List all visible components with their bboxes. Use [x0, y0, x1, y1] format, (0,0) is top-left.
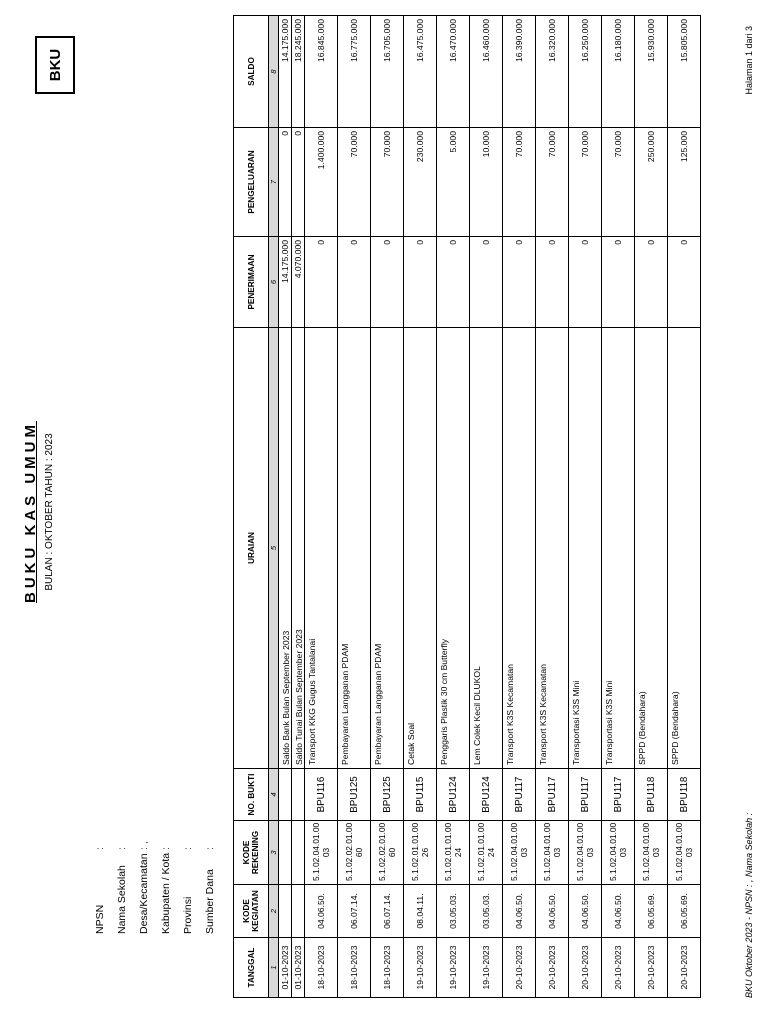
cell-no-bukti	[292, 769, 305, 821]
cell-pengeluaran: 70.000	[536, 128, 569, 237]
info-label: NPSN	[94, 904, 106, 934]
cell-kode-kegiatan	[292, 885, 305, 938]
cell-no-bukti: BPU124	[470, 769, 503, 821]
column-number: 5	[269, 328, 279, 769]
table-row	[602, 16, 635, 998]
cell-penerimaan: 0	[437, 237, 470, 328]
cell-uraian: Transport K3S Kecamatan	[503, 328, 536, 769]
bku-badge	[35, 36, 75, 94]
cell-tanggal: 20-10-2023	[569, 938, 602, 998]
cell-kode-kegiatan: 03.05.03.	[437, 885, 470, 938]
info-label: Desa/Kecamatan	[138, 853, 150, 934]
footer-document-info: BKU Oktober 2023 - NPSN : , Nama Sekolah :	[744, 812, 754, 998]
cell-kode-rekening	[338, 821, 371, 885]
cell-penerimaan: 0	[635, 237, 668, 328]
cell-no-bukti: BPU117	[602, 769, 635, 821]
cell-pengeluaran: 1.400.000	[305, 128, 338, 237]
column-number: 2	[269, 885, 279, 938]
cell-no-bukti: BPU116	[305, 769, 338, 821]
cell-saldo: 16.705.000	[371, 16, 404, 128]
info-label: Sumber Dana	[204, 869, 216, 934]
cell-saldo: 16.470.000	[437, 16, 470, 128]
kode-rekening-line: 5.1.02.04.01.00	[311, 822, 321, 881]
kode-rekening-line: 5.1.02.01.01.00	[476, 822, 486, 881]
cell-pengeluaran: 0	[279, 128, 292, 237]
cell-tanggal: 18-10-2023	[371, 938, 404, 998]
cell-pengeluaran: 70.000	[338, 128, 371, 237]
cell-kode-kegiatan: 06.05.69.	[635, 885, 668, 938]
info-row-provinsi	[182, 847, 194, 934]
kode-rekening-line: 5.1.02.02.01.00	[377, 822, 387, 881]
cell-tanggal: 20-10-2023	[635, 938, 668, 998]
header-uraian: URAIAN	[234, 328, 269, 769]
kode-rekening-line: 5.1.02.04.01.00	[674, 822, 684, 881]
cell-saldo: 14.175.000	[279, 16, 292, 128]
kode-rekening-line: 5.1.02.04.01.00	[575, 822, 585, 881]
cell-no-bukti: BPU117	[503, 769, 536, 821]
cell-tanggal: 18-10-2023	[338, 938, 371, 998]
cell-kode-rekening	[371, 821, 404, 885]
kode-rekening-line: 03	[651, 847, 661, 858]
cell-pengeluaran: 5.000	[437, 128, 470, 237]
bku-table	[233, 15, 701, 998]
cell-no-bukti: BPU125	[371, 769, 404, 821]
kode-rekening-line: 03	[585, 847, 595, 858]
table-body	[279, 16, 701, 998]
table-header-row	[234, 16, 269, 998]
info-label: Kabupaten / Kota	[160, 852, 172, 934]
cell-uraian: Transport KKG Gugus Tantalanai	[305, 328, 338, 769]
cell-no-bukti: BPU115	[404, 769, 437, 821]
cell-tanggal: 20-10-2023	[602, 938, 635, 998]
kode-rekening-line: 60	[387, 847, 397, 858]
info-label: Nama Sekolah	[116, 865, 128, 934]
cell-pengeluaran: 125.000	[668, 128, 701, 237]
info-label: Provinsi	[182, 896, 194, 934]
column-number: 1	[269, 938, 279, 998]
kode-rekening-line: 5.1.02.02.01.00	[344, 822, 354, 881]
cell-penerimaan: 0	[470, 237, 503, 328]
cell-kode-kegiatan: 04.06.50.	[305, 885, 338, 938]
cell-kode-rekening	[569, 821, 602, 885]
kode-rekening-line: 5.1.02.04.01.00	[509, 822, 519, 881]
cell-kode-rekening	[536, 821, 569, 885]
cell-kode-rekening	[437, 821, 470, 885]
cell-tanggal: 19-10-2023	[437, 938, 470, 998]
cell-pengeluaran: 70.000	[602, 128, 635, 237]
cell-uraian: Saldo Tunai Bulan September 2023	[292, 328, 305, 769]
cell-uraian: Cetak Soal	[404, 328, 437, 769]
cell-penerimaan: 0	[404, 237, 437, 328]
info-row-desa-kecamatan	[138, 841, 150, 934]
kode-rekening-line: 24	[486, 847, 496, 858]
table-row	[437, 16, 470, 998]
kode-rekening-line: 03	[519, 847, 529, 858]
cell-saldo: 16.320.000	[536, 16, 569, 128]
table-row	[338, 16, 371, 998]
cell-no-bukti: BPU124	[437, 769, 470, 821]
cell-kode-rekening	[279, 821, 292, 885]
column-number: 8	[269, 16, 279, 128]
page-title: BUKU KAS UMUM	[22, 421, 39, 603]
cell-uraian: SPPD (Bendahara)	[668, 328, 701, 769]
cell-kode-kegiatan: 08.04.11.	[404, 885, 437, 938]
table-row	[404, 16, 437, 998]
table-row	[305, 16, 338, 998]
cell-kode-kegiatan: 06.05.69.	[668, 885, 701, 938]
table-row	[279, 16, 292, 998]
info-row-npsn	[94, 847, 106, 934]
cell-pengeluaran: 70.000	[569, 128, 602, 237]
header-no-bukti: NO. BUKTI	[234, 769, 269, 821]
cell-pengeluaran: 70.000	[503, 128, 536, 237]
column-number: 7	[269, 128, 279, 237]
cell-penerimaan: 0	[371, 237, 404, 328]
cell-kode-kegiatan: 04.06.50.	[602, 885, 635, 938]
cell-saldo: 18.245.000	[292, 16, 305, 128]
cell-no-bukti: BPU118	[668, 769, 701, 821]
cell-kode-rekening	[602, 821, 635, 885]
cell-penerimaan: 0	[338, 237, 371, 328]
info-separator: :	[116, 847, 128, 850]
kode-rekening-line: 03	[684, 847, 694, 858]
header-kode-rekening: KODE REKENING	[234, 821, 269, 885]
cell-kode-kegiatan: 04.06.50.	[569, 885, 602, 938]
cell-uraian: Transport K3S Kecamatan	[536, 328, 569, 769]
cell-pengeluaran: 250.000	[635, 128, 668, 237]
info-separator: :	[94, 847, 106, 850]
cell-kode-rekening	[668, 821, 701, 885]
info-separator: :	[182, 847, 194, 850]
header-kode-kegiatan: KODE KEGIATAN	[234, 885, 269, 938]
cell-saldo: 16.460.000	[470, 16, 503, 128]
table-row	[470, 16, 503, 998]
cell-kode-kegiatan: 06.07.14.	[338, 885, 371, 938]
kode-rekening-line: 03	[321, 847, 331, 858]
cell-uraian: Transportasi K3S Mini	[569, 328, 602, 769]
table-row	[635, 16, 668, 998]
cell-uraian: Saldo Bank Bulan September 2023	[279, 328, 292, 769]
cell-penerimaan: 0	[602, 237, 635, 328]
header-saldo: SALDO	[234, 16, 269, 128]
cell-penerimaan: 0	[536, 237, 569, 328]
cell-penerimaan: 4.070.000	[292, 237, 305, 328]
cell-saldo: 16.775.000	[338, 16, 371, 128]
column-number: 6	[269, 237, 279, 328]
info-separator: :	[160, 847, 172, 850]
cell-pengeluaran: 230.000	[404, 128, 437, 237]
cell-tanggal: 19-10-2023	[470, 938, 503, 998]
kode-rekening-line: 5.1.02.01.01.00	[443, 822, 453, 881]
info-row-sumber-dana	[204, 847, 216, 934]
info-separator: : ,	[138, 841, 150, 850]
cell-tanggal: 20-10-2023	[668, 938, 701, 998]
kode-rekening-line: 26	[420, 847, 430, 858]
cell-tanggal: 20-10-2023	[536, 938, 569, 998]
header-penerimaan: PENERIMAAN	[234, 237, 269, 328]
cell-saldo: 16.180.000	[602, 16, 635, 128]
kode-rekening-line: 5.1.02.04.01.00	[542, 822, 552, 881]
kode-rekening-line: 03	[552, 847, 562, 858]
cell-kode-kegiatan: 06.07.14.	[371, 885, 404, 938]
cell-no-bukti	[279, 769, 292, 821]
kode-rekening-line: 60	[354, 847, 364, 858]
bku-badge-label: BKU	[46, 48, 64, 82]
cell-uraian: Transportasi K3S Mini	[602, 328, 635, 769]
cell-saldo: 15.930.000	[635, 16, 668, 128]
cell-no-bukti: BPU117	[536, 769, 569, 821]
table-row	[668, 16, 701, 998]
cell-pengeluaran: 10.000	[470, 128, 503, 237]
cell-kode-rekening	[292, 821, 305, 885]
column-number-row	[269, 16, 279, 998]
kode-rekening-line: 5.1.02.04.01.00	[641, 822, 651, 881]
cell-tanggal: 18-10-2023	[305, 938, 338, 998]
cell-kode-rekening	[635, 821, 668, 885]
cell-saldo: 16.475.000	[404, 16, 437, 128]
column-number: 4	[269, 769, 279, 821]
cell-penerimaan: 0	[305, 237, 338, 328]
table-row	[536, 16, 569, 998]
cell-kode-rekening	[503, 821, 536, 885]
cell-pengeluaran: 0	[292, 128, 305, 237]
cell-saldo: 16.390.000	[503, 16, 536, 128]
info-separator: :	[204, 847, 216, 850]
cell-saldo: 16.845.000	[305, 16, 338, 128]
cell-kode-rekening	[470, 821, 503, 885]
cell-tanggal: 01-10-2023	[292, 938, 305, 998]
cell-no-bukti: BPU117	[569, 769, 602, 821]
kode-rekening-line: 5.1.02.01.01.00	[410, 822, 420, 881]
cell-penerimaan: 14.175.000	[279, 237, 292, 328]
cell-kode-kegiatan: 04.06.50.	[536, 885, 569, 938]
cell-saldo: 15.805.000	[668, 16, 701, 128]
cell-no-bukti: BPU125	[338, 769, 371, 821]
cell-kode-kegiatan: 03.05.03.	[470, 885, 503, 938]
cell-pengeluaran: 70.000	[371, 128, 404, 237]
kode-rekening-line: 24	[453, 847, 463, 858]
header-pengeluaran: PENGELUARAN	[234, 128, 269, 237]
table-row	[371, 16, 404, 998]
cell-uraian: Pembayaran Langganan PDAM	[371, 328, 404, 769]
cell-penerimaan: 0	[503, 237, 536, 328]
cell-tanggal: 20-10-2023	[503, 938, 536, 998]
cell-uraian: Pembayaran Langganan PDAM	[338, 328, 371, 769]
table-row	[503, 16, 536, 998]
table-row	[292, 16, 305, 998]
cell-tanggal: 01-10-2023	[279, 938, 292, 998]
footer-page-number: Halaman 1 dari 3	[744, 26, 754, 95]
cell-kode-kegiatan: 04.06.50.	[503, 885, 536, 938]
cell-saldo: 16.250.000	[569, 16, 602, 128]
column-number: 3	[269, 821, 279, 885]
info-row-kabupaten-kota	[160, 847, 172, 934]
cell-uraian: Penggaris Plastik 30 cm Butterfly	[437, 328, 470, 769]
header-tanggal: TANGGAL	[234, 938, 269, 998]
cell-penerimaan: 0	[569, 237, 602, 328]
kode-rekening-line: 5.1.02.04.01.00	[608, 822, 618, 881]
page-subtitle: BULAN : OKTOBER TAHUN : 2023	[44, 433, 55, 591]
kode-rekening-line: 03	[618, 847, 628, 858]
cell-no-bukti: BPU118	[635, 769, 668, 821]
cell-uraian: SPPD (Bendahara)	[635, 328, 668, 769]
table-row	[569, 16, 602, 998]
cell-kode-kegiatan	[279, 885, 292, 938]
cell-kode-rekening	[404, 821, 437, 885]
cell-kode-rekening	[305, 821, 338, 885]
cell-penerimaan: 0	[668, 237, 701, 328]
cell-tanggal: 19-10-2023	[404, 938, 437, 998]
info-row-nama-sekolah	[116, 847, 128, 934]
cell-uraian: Lem Colek Kecil DLUKOL	[470, 328, 503, 769]
